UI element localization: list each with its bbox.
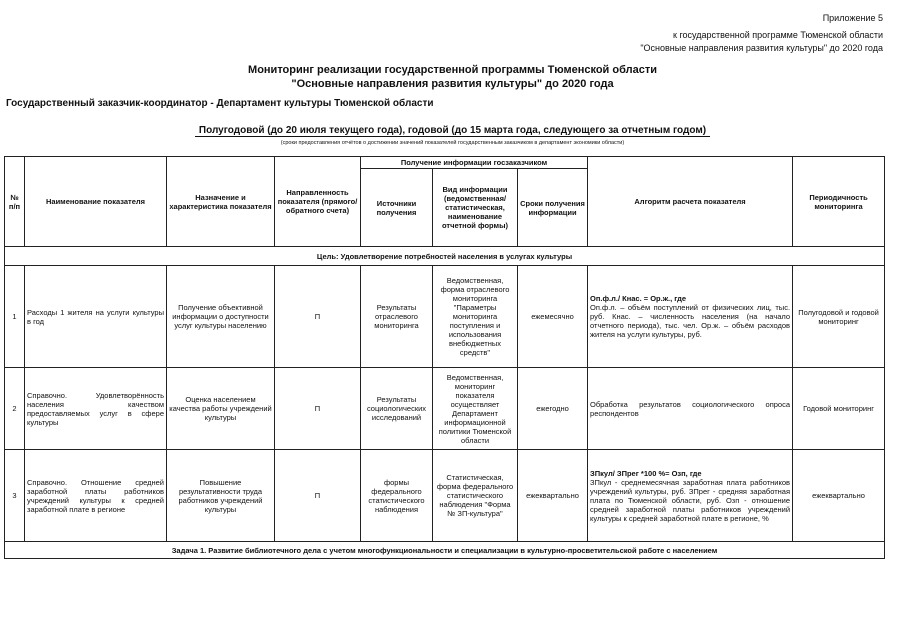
row-num: 1: [5, 266, 25, 368]
row-algorithm: [588, 368, 793, 450]
table-row: [5, 266, 885, 368]
appendix-header: [640, 12, 883, 55]
row-name: Справочно. Отношение средней заработной платы работников учреждений культуры к средней заработной плате в регионе: [25, 450, 167, 542]
algorithm-text: Оп.ф.л. – объём поступлений от физических лиц, тыс. руб. Кнас. – численность населения (на начало отчетного периода), тыс. чел. Ор.ж. – объём расходов жителя на услуги культуры, руб.: [590, 303, 791, 339]
table-row: [5, 450, 885, 542]
row-info-type: Статистическая, форма федерального статистического наблюдения "Форма № ЗП-культура": [433, 450, 518, 542]
header-terms: Сроки получения информации: [518, 169, 588, 247]
header-purpose: Назначение и характеристика показателя: [167, 157, 275, 247]
algorithm-formula: ЗПкул/ ЗПрег *100 %= Озп, где: [590, 468, 702, 478]
row-terms: ежеквартально: [518, 450, 588, 542]
header-info-type: Вид информации (ведомственная/ статистическая, наименование отчетной формы): [433, 169, 518, 247]
row-periodicity: ежеквартально: [793, 450, 885, 542]
row-info-type: Ведомственная, форма отраслевого мониторинга "Параметры мониторинга поступления и использования внебюджетных средств": [433, 266, 518, 368]
reporting-period-note: (сроки предоставления отчётов о достижении значений показателей государственным заказчиком в департамент экономики области): [280, 140, 625, 146]
appendix-label: Приложение 5: [822, 13, 883, 23]
row-algorithm: [588, 266, 793, 368]
table-row: [5, 368, 885, 450]
row-num: 3: [5, 450, 25, 542]
title-line-2: "Основные направления развития культуры" до 2020 года: [291, 78, 614, 90]
reporting-period: [0, 125, 905, 136]
document-title: [0, 63, 905, 91]
row-purpose: Оценка населением качества работы учреждений культуры: [167, 368, 275, 450]
algorithm-text: ЗПкул - среднемесячная заработная плата работников учреждений культуры, руб. ЗПрег - средняя заработная плата по Тюменской области, руб. Озп - отношение средней заработной платы работников учреждений культуры к средней заработной плате в регионе, %: [590, 477, 791, 523]
appendix-line-1: к государственной программе Тюменской области: [673, 30, 883, 40]
row-source: Результаты социологических исследований: [361, 368, 433, 450]
row-source: Результаты отраслевого мониторинга: [361, 266, 433, 368]
header-direction: Направленность показателя (прямого/ обратного счета): [275, 157, 361, 247]
row-periodicity: Полугодовой и годовой мониторинг: [793, 266, 885, 368]
row-periodicity: Годовой мониторинг: [793, 368, 885, 450]
row-direction: П: [275, 450, 361, 542]
row-direction: П: [275, 266, 361, 368]
row-name: Расходы 1 жителя на услуги культуры в год: [25, 266, 167, 368]
row-purpose: Повышение результативности труда работников учреждений культуры: [167, 450, 275, 542]
algorithm-text: Обработка результатов социологического опроса респондентов: [590, 399, 791, 418]
header-name: Наименование показателя: [25, 157, 167, 247]
reporting-period-text: Полугодовой (до 20 июля текущего года), годовой (до 15 марта года, следующего за отчетным годом): [195, 125, 710, 137]
row-source: формы федерального статистического наблюдения: [361, 450, 433, 542]
goal-row: Цель: Удовлетворение потребностей населения в услугах культуры: [5, 247, 885, 266]
row-direction: П: [275, 368, 361, 450]
row-num: 2: [5, 368, 25, 450]
row-info-type: Ведомственная, мониторинг показателя осуществляет Департамент информационной политики Тюменской области: [433, 368, 518, 450]
task-row: Задача 1. Развитие библиотечного дела с учетом многофункциональности и специализации в культурно-просветительской работе с населением: [5, 542, 885, 559]
algorithm-formula: Оп.ф.л./ Кнас. = Ор.ж., где: [590, 294, 687, 303]
appendix-line-2: "Основные направления развития культуры" до 2020 года: [640, 43, 883, 53]
row-terms: ежегодно: [518, 368, 588, 450]
row-terms: ежемесячно: [518, 266, 588, 368]
header-num: № п/п: [5, 157, 25, 247]
header-info-group: Получение информации госзаказчиком: [361, 157, 588, 169]
header-periodicity: Периодичность мониторинга: [793, 157, 885, 247]
row-purpose: Получение объективной информации о доступности услуг культуры населению: [167, 266, 275, 368]
title-line-1: Мониторинг реализации государственной программы Тюменской области: [248, 64, 657, 76]
header-algorithm: Алгоритм расчета показателя: [588, 157, 793, 247]
row-algorithm: [588, 450, 793, 542]
row-name: Справочно. Удовлетворённость населения качеством предоставляемых услуг в сфере культуры: [25, 368, 167, 450]
state-customer: Государственный заказчик-координатор - Департамент культуры Тюменской области: [6, 98, 434, 109]
header-sources: Источники получения: [361, 169, 433, 247]
monitoring-table: [4, 156, 885, 559]
